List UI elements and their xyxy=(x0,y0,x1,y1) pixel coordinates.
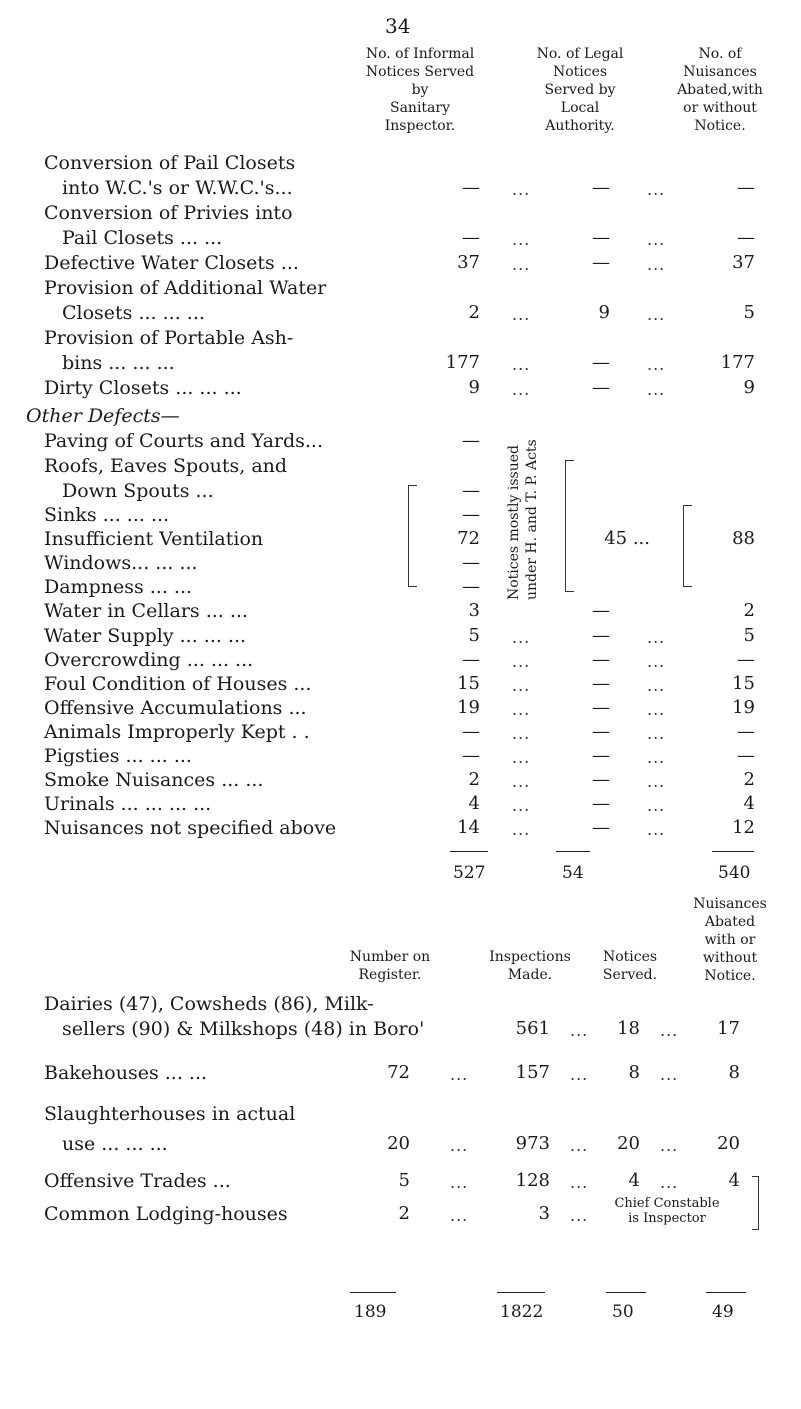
register-value: 5 xyxy=(398,1170,410,1191)
nuisances-value: 8 xyxy=(728,1062,740,1083)
inspections-value: 128 xyxy=(515,1170,550,1191)
header-nuisances: Nuisances Abated with or without Notice. xyxy=(693,896,767,984)
informal-value: 14 xyxy=(457,817,480,838)
header-notices: Notices Served. xyxy=(602,949,658,983)
abated-value: 2 xyxy=(743,769,755,790)
informal-value: — xyxy=(462,227,480,248)
informal-value: 15 xyxy=(457,673,480,694)
right-bracket xyxy=(683,505,692,587)
dots: ... xyxy=(450,1136,469,1155)
dots: ... xyxy=(647,305,666,324)
dots: ... xyxy=(512,255,531,274)
legal-value: — xyxy=(592,721,610,742)
abated-value: 4 xyxy=(743,793,755,814)
legal-value: — xyxy=(592,817,610,838)
page-number: 34 xyxy=(385,14,411,38)
total-informal: 527 xyxy=(453,863,486,883)
header-legal-notices: No. of Legal Notices Served by Local Authority. xyxy=(536,46,624,134)
informal-value: 177 xyxy=(445,352,480,373)
row-label: Dairies (47), Cowsheds (86), Milk- xyxy=(44,993,374,1015)
total-rule xyxy=(712,851,754,852)
row-label: Dampness ... ... xyxy=(44,576,193,598)
inspections-value: 561 xyxy=(515,1018,550,1039)
notices-value: 18 xyxy=(617,1018,640,1039)
left-bracket xyxy=(408,485,417,587)
total-register: 189 xyxy=(354,1302,387,1322)
informal-value: 37 xyxy=(457,252,480,273)
dots: ... xyxy=(570,1173,589,1192)
row-label: Overcrowding ... ... ... xyxy=(44,649,254,671)
abated-value: 15 xyxy=(732,673,755,694)
inspections-value: 3 xyxy=(538,1203,550,1224)
row-label: Offensive Accumulations ... xyxy=(44,697,307,719)
row-label: Defective Water Closets ... xyxy=(44,252,299,274)
total-nuisances: 49 xyxy=(712,1302,734,1322)
dots: ... xyxy=(660,1173,679,1192)
dots: ... xyxy=(647,355,666,374)
row-label: Insufficient Ventilation xyxy=(44,528,264,550)
row-label: Closets ... ... ... xyxy=(62,302,205,324)
abated-value: — xyxy=(737,745,755,766)
abated-value: — xyxy=(737,227,755,248)
header-informal-notices: No. of Informal Notices Served by Sanitary Inspector. xyxy=(365,46,475,134)
legal-value: — xyxy=(592,745,610,766)
informal-value: 5 xyxy=(468,625,480,646)
nuisances-value: 17 xyxy=(717,1018,740,1039)
total-rule xyxy=(606,1292,646,1293)
dots: ... xyxy=(512,700,531,719)
legal-value: — xyxy=(592,252,610,273)
row-label: Pigsties ... ... ... xyxy=(44,745,192,767)
dots: ... xyxy=(512,772,531,791)
dots: ... xyxy=(647,676,666,695)
dots: ... xyxy=(647,255,666,274)
row-label: Common Lodging-houses xyxy=(44,1203,288,1225)
nuisances-value: 20 xyxy=(717,1133,740,1154)
legal-value: — xyxy=(592,177,610,198)
vertical-note-1: Notices mostly issued xyxy=(506,444,522,600)
register-value: 2 xyxy=(398,1203,410,1224)
inspector-note: Chief Constable is Inspector xyxy=(614,1196,720,1226)
dots: ... xyxy=(512,796,531,815)
legal-value: — xyxy=(592,352,610,373)
other-defects-heading: Other Defects— xyxy=(26,405,180,427)
total-legal: 54 xyxy=(562,863,584,883)
row-label: Provision of Additional Water xyxy=(44,277,327,299)
dots: ... xyxy=(647,700,666,719)
total-notices: 50 xyxy=(612,1302,634,1322)
row-label: Down Spouts ... xyxy=(62,480,214,502)
vertical-note-2: under H. and T. P. Acts xyxy=(524,439,540,600)
abated-value: — xyxy=(737,177,755,198)
middle-bracket xyxy=(565,460,574,592)
grouped-legal-value: 45 ... xyxy=(604,528,650,549)
row-label: Slaughterhouses in actual xyxy=(44,1103,296,1125)
informal-value: 19 xyxy=(457,697,480,718)
row-label: use ... ... ... xyxy=(62,1133,168,1155)
dots: ... xyxy=(660,1021,679,1040)
inspections-value: 157 xyxy=(515,1062,550,1083)
header-inspections: Inspections Made. xyxy=(489,949,571,983)
dots: ... xyxy=(647,772,666,791)
dots: ... xyxy=(647,230,666,249)
informal-value: 9 xyxy=(468,377,480,398)
dots: ... xyxy=(647,748,666,767)
row-label: Dirty Closets ... ... ... xyxy=(44,377,242,399)
informal-value: — xyxy=(462,177,480,198)
total-rule xyxy=(706,1292,746,1293)
dots: ... xyxy=(570,1065,589,1084)
dots: ... xyxy=(512,380,531,399)
informal-value: — xyxy=(462,745,480,766)
row-label: Water in Cellars ... ... xyxy=(44,600,248,622)
row-label: Foul Condition of Houses ... xyxy=(44,673,312,695)
abated-value: 19 xyxy=(732,697,755,718)
dots: ... xyxy=(450,1065,469,1084)
dots: ... xyxy=(647,820,666,839)
dots: ... xyxy=(450,1206,469,1225)
dots: ... xyxy=(660,1136,679,1155)
dots: ... xyxy=(660,1065,679,1084)
dots: ... xyxy=(512,652,531,671)
notices-value: 20 xyxy=(617,1133,640,1154)
dots: ... xyxy=(512,230,531,249)
row-label: Conversion of Privies into xyxy=(44,202,293,224)
informal-value: — xyxy=(462,480,480,501)
row-label: Windows... ... ... xyxy=(44,552,198,574)
legal-value: — xyxy=(592,377,610,398)
row-label: Water Supply ... ... ... xyxy=(44,625,247,647)
total-rule xyxy=(450,851,488,852)
dots: ... xyxy=(647,652,666,671)
row-label: Paving of Courts and Yards... xyxy=(44,430,324,452)
row-label: Animals Improperly Kept . . xyxy=(44,721,310,743)
informal-value: 2 xyxy=(468,769,480,790)
abated-value: 5 xyxy=(743,302,755,323)
informal-value: 72 xyxy=(457,528,480,549)
legal-value: — xyxy=(592,697,610,718)
notices-value: 4 xyxy=(628,1170,640,1191)
dots: ... xyxy=(647,796,666,815)
abated-value: — xyxy=(737,649,755,670)
abated-value: 5 xyxy=(743,625,755,646)
abated-value: 2 xyxy=(743,600,755,621)
abated-value: — xyxy=(737,721,755,742)
dots: ... xyxy=(570,1136,589,1155)
nuisances-value: 4 xyxy=(728,1170,740,1191)
grouped-abated-value: 88 xyxy=(732,528,755,549)
informal-value: — xyxy=(462,576,480,597)
informal-value: — xyxy=(462,504,480,525)
informal-value: 2 xyxy=(468,302,480,323)
legal-value: — xyxy=(592,793,610,814)
legal-value: — xyxy=(592,673,610,694)
legal-value: — xyxy=(592,625,610,646)
informal-value: 4 xyxy=(468,793,480,814)
header-register: Number on Register. xyxy=(349,949,431,983)
legal-value: — xyxy=(592,227,610,248)
total-rule xyxy=(556,851,590,852)
dots: ... xyxy=(647,724,666,743)
row-label: sellers (90) & Milkshops (48) in Boro' xyxy=(62,1018,425,1040)
row-label: Smoke Nuisances ... ... xyxy=(44,769,264,791)
total-rule xyxy=(350,1292,396,1293)
row-label: Urinals ... ... ... ... xyxy=(44,793,212,815)
row-label: Sinks ... ... ... xyxy=(44,504,170,526)
inspections-value: 973 xyxy=(515,1133,550,1154)
dots: ... xyxy=(512,305,531,324)
dots: ... xyxy=(570,1021,589,1040)
informal-value: — xyxy=(462,552,480,573)
row-label: Conversion of Pail Closets xyxy=(44,152,296,174)
dots: ... xyxy=(512,820,531,839)
row-label: Provision of Portable Ash- xyxy=(44,327,294,349)
abated-value: 12 xyxy=(732,817,755,838)
informal-value: — xyxy=(462,649,480,670)
informal-value: 3 xyxy=(468,600,480,621)
informal-value: — xyxy=(462,721,480,742)
dots: ... xyxy=(647,380,666,399)
abated-value: 37 xyxy=(732,252,755,273)
dots: ... xyxy=(647,180,666,199)
legal-value: — xyxy=(592,600,610,621)
notices-value: 8 xyxy=(628,1062,640,1083)
dots: ... xyxy=(512,180,531,199)
row-label: Offensive Trades ... xyxy=(44,1170,231,1192)
legal-value: 9 xyxy=(598,302,610,323)
row-label: into W.C.'s or W.W.C.'s... xyxy=(62,177,293,199)
row-label: Bakehouses ... ... xyxy=(44,1062,208,1084)
dots: ... xyxy=(512,748,531,767)
row-label: Pail Closets ... ... xyxy=(62,227,223,249)
legal-value: — xyxy=(592,769,610,790)
dots: ... xyxy=(512,628,531,647)
register-value: 72 xyxy=(387,1062,410,1083)
abated-value: 177 xyxy=(720,352,755,373)
dots: ... xyxy=(450,1173,469,1192)
legal-value: — xyxy=(592,649,610,670)
dots: ... xyxy=(512,676,531,695)
total-abated: 540 xyxy=(718,863,751,883)
abated-value: 9 xyxy=(743,377,755,398)
row-label: Roofs, Eaves Spouts, and xyxy=(44,455,288,477)
dots: ... xyxy=(570,1206,589,1225)
informal-value: — xyxy=(462,430,480,451)
dots: ... xyxy=(512,355,531,374)
total-inspections: 1822 xyxy=(500,1302,544,1322)
total-rule xyxy=(497,1292,545,1293)
row-label: bins ... ... ... xyxy=(62,352,175,374)
right-bracket xyxy=(752,1176,759,1230)
dots: ... xyxy=(512,724,531,743)
register-value: 20 xyxy=(387,1133,410,1154)
header-nuisances-abated: No. of Nuisances Abated,with or without Notice. xyxy=(677,46,763,134)
row-label: Nuisances not specified above xyxy=(44,817,337,839)
dots: ... xyxy=(647,628,666,647)
